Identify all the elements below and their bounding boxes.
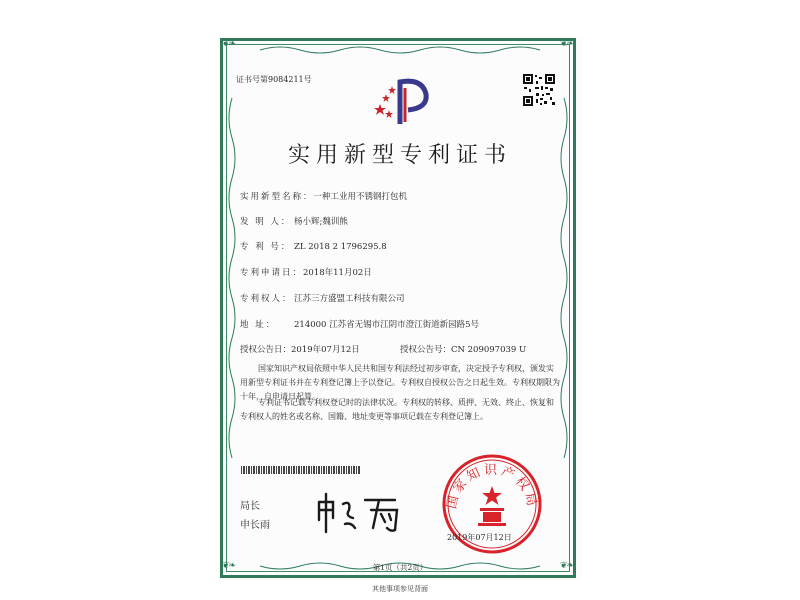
qr-code: [522, 73, 556, 107]
seal-date: 2019年07月12日: [447, 533, 512, 542]
field-address: [240, 318, 479, 330]
director-signature: [315, 488, 405, 538]
field-application-date: [240, 266, 372, 278]
ornament-bottom-left: ❦❧: [222, 561, 236, 571]
page-indicator: 第1页（共2页）: [372, 563, 428, 572]
ornament-bottom-right: ❦❧: [560, 561, 574, 571]
field-label: 地 址：: [240, 320, 277, 330]
certificate-paragraph-2: 专利证书记载专利权登记时的法律状况。专利权的转移、质押、无效、终止、恢复和专利权人的姓名或名称、国籍、地址变更等事项记载在专利登记簿上。: [240, 398, 554, 421]
field-utility-model-name: [240, 190, 407, 202]
patent-office-logo: [372, 74, 434, 126]
barcode-strip: [241, 466, 361, 474]
field-value: 214000 江苏省无锡市江阴市澄江街道新园路5号: [294, 320, 480, 330]
field-patentee: [240, 292, 405, 304]
seal-text: 国家知识产权局: [444, 463, 540, 511]
field-value: 江苏三方盛盟工科技有限公司: [294, 294, 405, 304]
field-value: 2018年11月02日: [303, 268, 372, 278]
field-label: 实用新型名称：: [240, 192, 314, 202]
certificate-title: 实用新型专利证书: [287, 143, 512, 168]
director-title: 局长: [240, 501, 260, 512]
grant-date: 授权公告日：2019年07月12日: [240, 345, 360, 355]
ornament-top-right: ❦❧: [560, 39, 574, 49]
certificate-number: 证书号第9084211号: [236, 75, 312, 84]
certificate-paragraph-1: 国家知识产权局依照中华人民共和国专利法经过初步审查，决定授予专利权，颁发实用新型专利证书并在专利登记簿上予以登记。专利权自授权公告之日起生效。专利权期限为十年，自申请日起算。: [240, 364, 560, 401]
field-label: 专 利 号：: [240, 242, 292, 252]
field-label: 发 明 人：: [240, 217, 292, 227]
field-value: 杨小辉;魏训熊: [294, 217, 348, 227]
field-patent-number: [240, 240, 387, 252]
outside-note: 其他事项参见背面: [372, 585, 428, 593]
grant-number: 授权公告号：CN 209097039 U: [400, 345, 527, 355]
field-value: 一种工业用不锈钢打包机: [313, 192, 408, 202]
director-name: 申长雨: [240, 520, 270, 531]
field-inventor: [240, 215, 348, 227]
field-label: 专利权人：: [240, 294, 293, 304]
field-value: ZL 2018 2 1796295.8: [294, 242, 387, 252]
field-label: 专利申请日：: [240, 268, 304, 278]
ornament-top-left: ❦❧: [222, 39, 236, 49]
